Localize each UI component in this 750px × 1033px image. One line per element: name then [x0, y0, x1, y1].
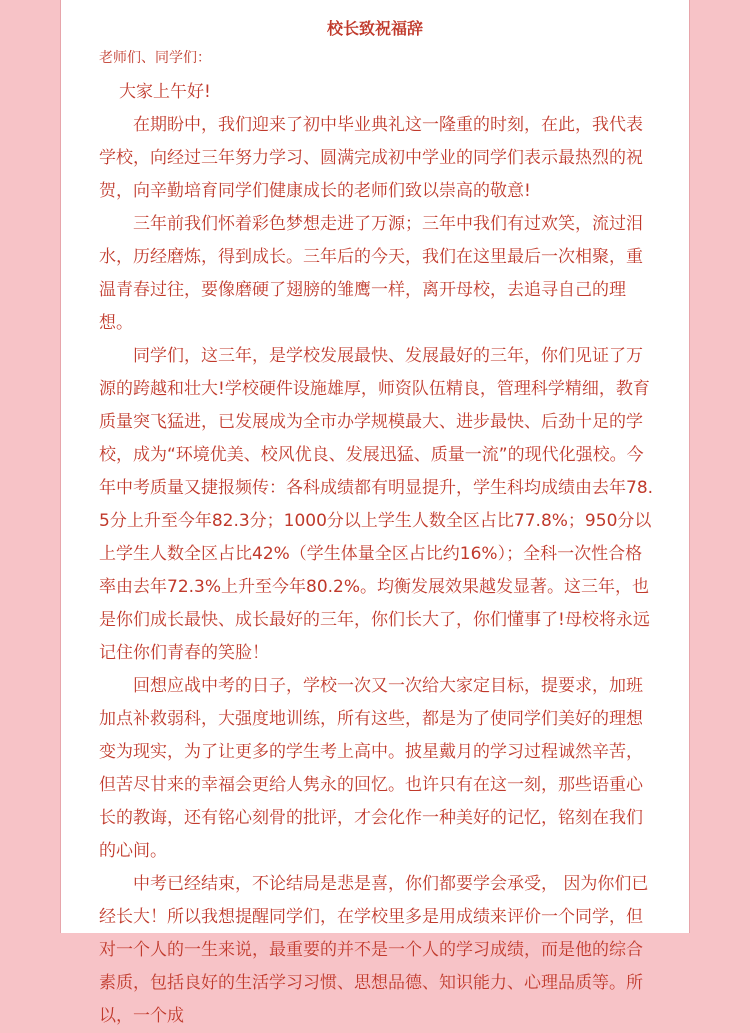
paragraph-school-development: 同学们，这三年，是学校发展最快、发展最好的三年，你们见证了万源的跨越和壮大!学校硬件设施雄厚，师资队伍精良，管理科学精细，教育质量突飞猛进，已发展成为全市办学规模最大、进步最快、后劲十足的学校，成为“环境优美、校风优良、发展迅猛、质量一流”的现代化强校。今年中考质量又捷报频传：各科成绩都有明显提升，学生科均成绩由去年78.5分上升至今年82.3分；1000分以上学生人数全区占比77.8%；950分以上学生人数全区占比42%（学生体量全区占比约16%）；全科一次性合格率由去年72.3%上升至今年80.2%。均衡发展效果越发显著。这三年，也是你们成长最快、成长最好的三年，你们长大了，你们懂事了!母校将永远记住你们青春的笑脸！: [99, 346, 654, 663]
paragraph-opening: 大家上午好!: [119, 82, 211, 102]
paragraph-congratulations: 在期盼中，我们迎来了初中毕业典礼这一隆重的时刻，在此，我代表学校，向经过三年努力学习、圆满完成初中学业的同学们表示最热烈的祝贺，向辛勤培育同学们健康成长的老师们致以崇高的敬意!: [99, 115, 643, 201]
greeting-line: 老师们、同学们：: [99, 50, 211, 66]
document-body: [99, 76, 657, 1033]
paragraph-three-years: 三年前我们怀着彩色梦想走进了万源；三年中我们有过欢笑，流过泪水，历经磨炼，得到成长。三年后的今天，我们在这里最后一次相聚，重温青春过往，要像磨硬了翅膀的雏鹰一样，离开母校，去追寻自己的理想。: [99, 214, 643, 333]
paragraph-after-exam: 中考已经结束，不论结局是悲是喜，你们都要学会承受， 因为你们已经长大！所以我想提醒同学们，在学校里多是用成绩来评价一个同学，但对一个人的一生来说，最重要的并不是一个人的学习成绩，而是他的综合素质，包括良好的生活学习习惯、思想品德、知识能力、心理品质等。所以，一个成: [99, 874, 649, 1026]
paragraph-exam-preparation: 回想应战中考的日子，学校一次又一次给大家定目标，提要求，加班加点补救弱科，大强度地训练，所有这些，都是为了使同学们美好的理想变为现实，为了让更多的学生考上高中。披星戴月的学习过程诚然辛苦，但苦尽甘来的幸福会更给人隽永的回忆。也许只有在这一刻，那些语重心长的教诲，还有铭心刻骨的批评，才会化作一种美好的记忆，铭刻在我们的心间。: [99, 676, 643, 861]
document-title: 校长致祝福辞: [326, 19, 423, 38]
document-page: [60, 0, 690, 1026]
